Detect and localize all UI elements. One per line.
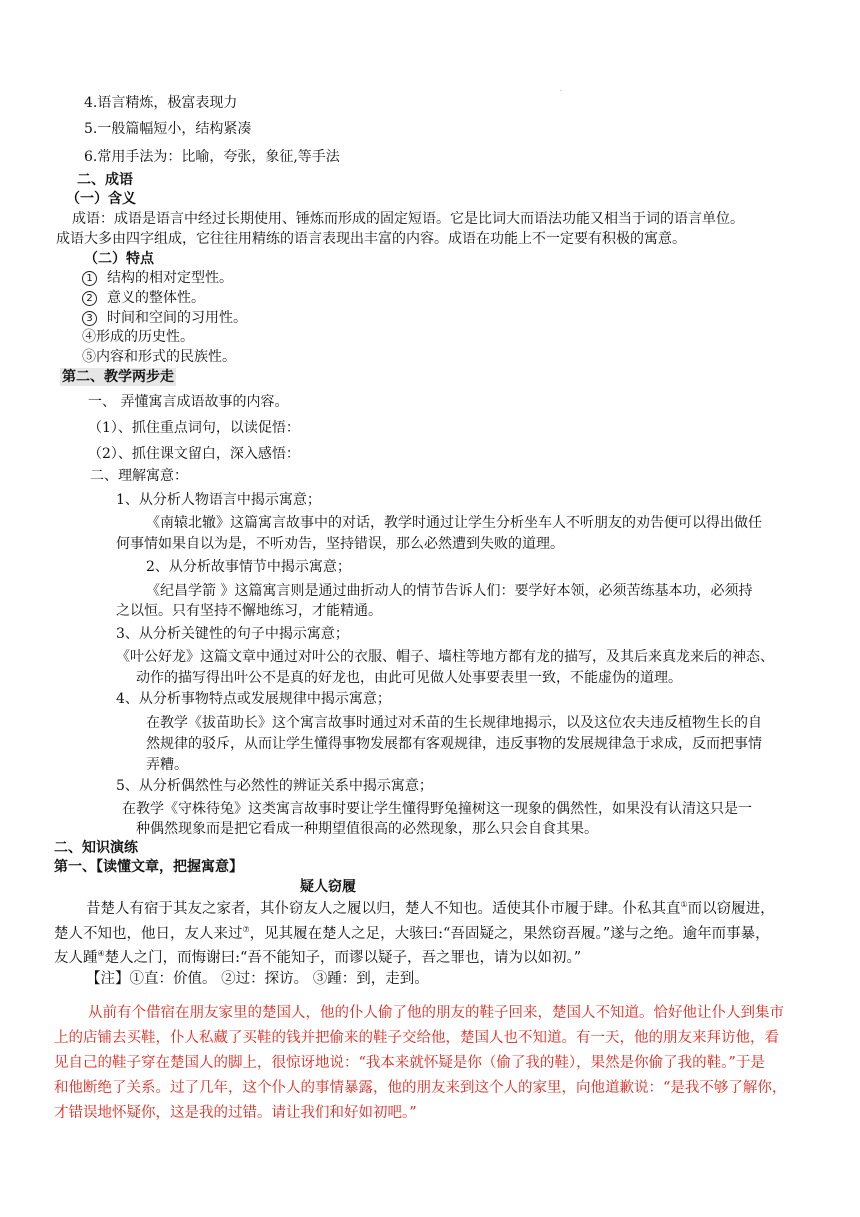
- list-item: 4.语言精炼，极富表现力: [84, 95, 238, 111]
- list-item: 5.一般篇幅短小，结构紧凑: [84, 121, 252, 137]
- story-line: 友人踵④楚人之门，而悔谢曰:“吾不能知子，而谬以疑子，吾之罪也，请为以如初。”: [54, 949, 582, 966]
- paragraph-line: （2）、抓住课文留白，深入感悟：: [88, 446, 300, 462]
- paragraph-line: 弄糟。: [146, 757, 188, 773]
- paragraph-line: 然规律的驳斥，从而让学生懂得事物发展都有客观规律，违反事物的发展规律急于求成，反而把事情: [146, 736, 762, 752]
- list-item: 1 结构的相对定型性。: [82, 269, 233, 287]
- subheading: 5、从分析偶然性与必然性的辨证关系中揭示寓意；: [116, 778, 433, 794]
- list-item: ④形成的历史性。: [82, 329, 194, 345]
- list-item: 2 意义的整体性。: [82, 289, 205, 307]
- paragraph-line: 之以恒。只有坚持不懈地练习，才能精通。: [116, 603, 382, 619]
- translation-line: 从前有个借宿在朋友家里的楚国人，他的仆人偷了他的朋友的鞋子回来，楚国人不知道。恰好他让仆人到集市: [88, 1005, 784, 1021]
- story-title: 疑人窃履: [300, 879, 356, 895]
- story-note: 【注】①直：价值。 ②过：探访。 ③踵：到，走到。: [86, 971, 429, 987]
- paragraph-line: 二、理解寓意：: [90, 468, 188, 484]
- paragraph-line: （1）、抓住重点词句，以读促悟：: [88, 420, 300, 436]
- subsection-heading: （一）含义: [66, 191, 136, 207]
- translation-line: 和他断绝了关系。过了几年，这个仆人的事情暴露，他的朋友来到这个人的家里，向他道歉说：“是我不够了解你，: [54, 1080, 787, 1096]
- subheading: 4、从分析事物特点或发展规律中揭示寓意；: [116, 691, 391, 707]
- page-mark: ·: [560, 88, 562, 95]
- story-line: 昔楚人有宿于其友之家者，其仆窃友人之履以归，楚人不知也。适使其仆市履于肆。仆私其直①而以窃履进，: [86, 900, 775, 917]
- subsection-heading: （二）特点: [84, 251, 154, 267]
- paragraph-line: 一、 弄懂寓言成语故事的内容。: [88, 394, 289, 410]
- list-item: 3 时间和空间的习用性。: [82, 309, 247, 327]
- section-heading: 二、知识演练: [54, 840, 138, 856]
- paragraph-line: 何事情如果自以为是，不听劝告，坚持错误，那么必然遭到失败的道理。: [116, 536, 564, 552]
- paragraph-line: 《纪昌学箭 》这篇寓言则是通过曲折动人的情节告诉人们：要学好本领，必须苦练基本功，必须持: [146, 583, 753, 599]
- subheading: 1、从分析人物语言中揭示寓意；: [116, 492, 321, 508]
- subheading: 3、从分析关键性的句子中揭示寓意；: [116, 626, 349, 642]
- paragraph-line: 在教学《拔苗助长》这个寓言故事时通过对禾苗的生长规律地揭示，以及这位农夫违反植物生长的自: [146, 715, 762, 731]
- story-line: 楚人不知也，他日，友人来过⑦，见其履在楚人之足，大骇曰:“吾固疑之，果然窃吾履。”遂与之绝。逾年而事暴，: [54, 925, 770, 942]
- paragraph-line: 成语大多由四字组成，它往往用精练的语言表现出丰富的内容。成语在功能上不一定要有积极的寓意。: [56, 231, 686, 247]
- subheading: 2、从分析故事情节中揭示寓意；: [146, 559, 351, 575]
- translation-line: 才错误地怀疑你，这是我的过错。请让我们和好如初吧。”: [54, 1105, 417, 1121]
- circled-number: 1: [82, 271, 97, 286]
- section-heading: 第二、教学两步走: [62, 369, 174, 385]
- paragraph-line: 《南辕北辙》这篇寓言故事中的对话，教学时通过让学生分析坐车人不听朋友的劝告便可以得出做任: [146, 515, 762, 531]
- paragraph-line: 动作的描写得出叶公不是真的好龙也，由此可见做人处事要表里一致，不能虚伪的道理。: [136, 670, 682, 686]
- paragraph-line: 种偶然现象而是把它看成一种期望值很高的必然现象，那么只会自食其果。: [136, 821, 598, 837]
- list-item: ⑤内容和形式的民族性。: [82, 349, 236, 365]
- subsection-heading: 第一、【读懂文章，把握寓意】: [54, 859, 243, 875]
- circled-number: 3: [82, 311, 97, 326]
- list-item: 6.常用手法为：比喻，夸张，象征,等手法: [84, 149, 340, 165]
- section-heading: 二、成语: [77, 172, 133, 188]
- paragraph-line: 在教学《守株待兔》这类寓言故事时要让学生懂得野兔撞树这一现象的偶然性，如果没有认清这只是一: [122, 801, 752, 817]
- paragraph-line: 成语：成语是语言中经过长期使用、锤炼而形成的固定短语。它是比词大而语法功能又相当于词的语言单位。: [72, 211, 744, 227]
- translation-line: 见自己的鞋子穿在楚国人的脚上，很惊讶地说：“我本来就怀疑是你（偷了我的鞋），果然是你偷了我的鞋。”于是: [54, 1055, 765, 1071]
- circled-number: 2: [82, 291, 97, 306]
- paragraph-line: 《叶公好龙》这篇文章中通过对叶公的衣服、帽子、墙柱等地方都有龙的描写，及其后来真龙来后的神态、: [116, 649, 774, 665]
- translation-line: 上的店铺去买鞋，仆人私藏了买鞋的钱并把偷来的鞋子交给他，楚国人也不知道。有一天，他的朋友来拜访他，看: [54, 1030, 779, 1046]
